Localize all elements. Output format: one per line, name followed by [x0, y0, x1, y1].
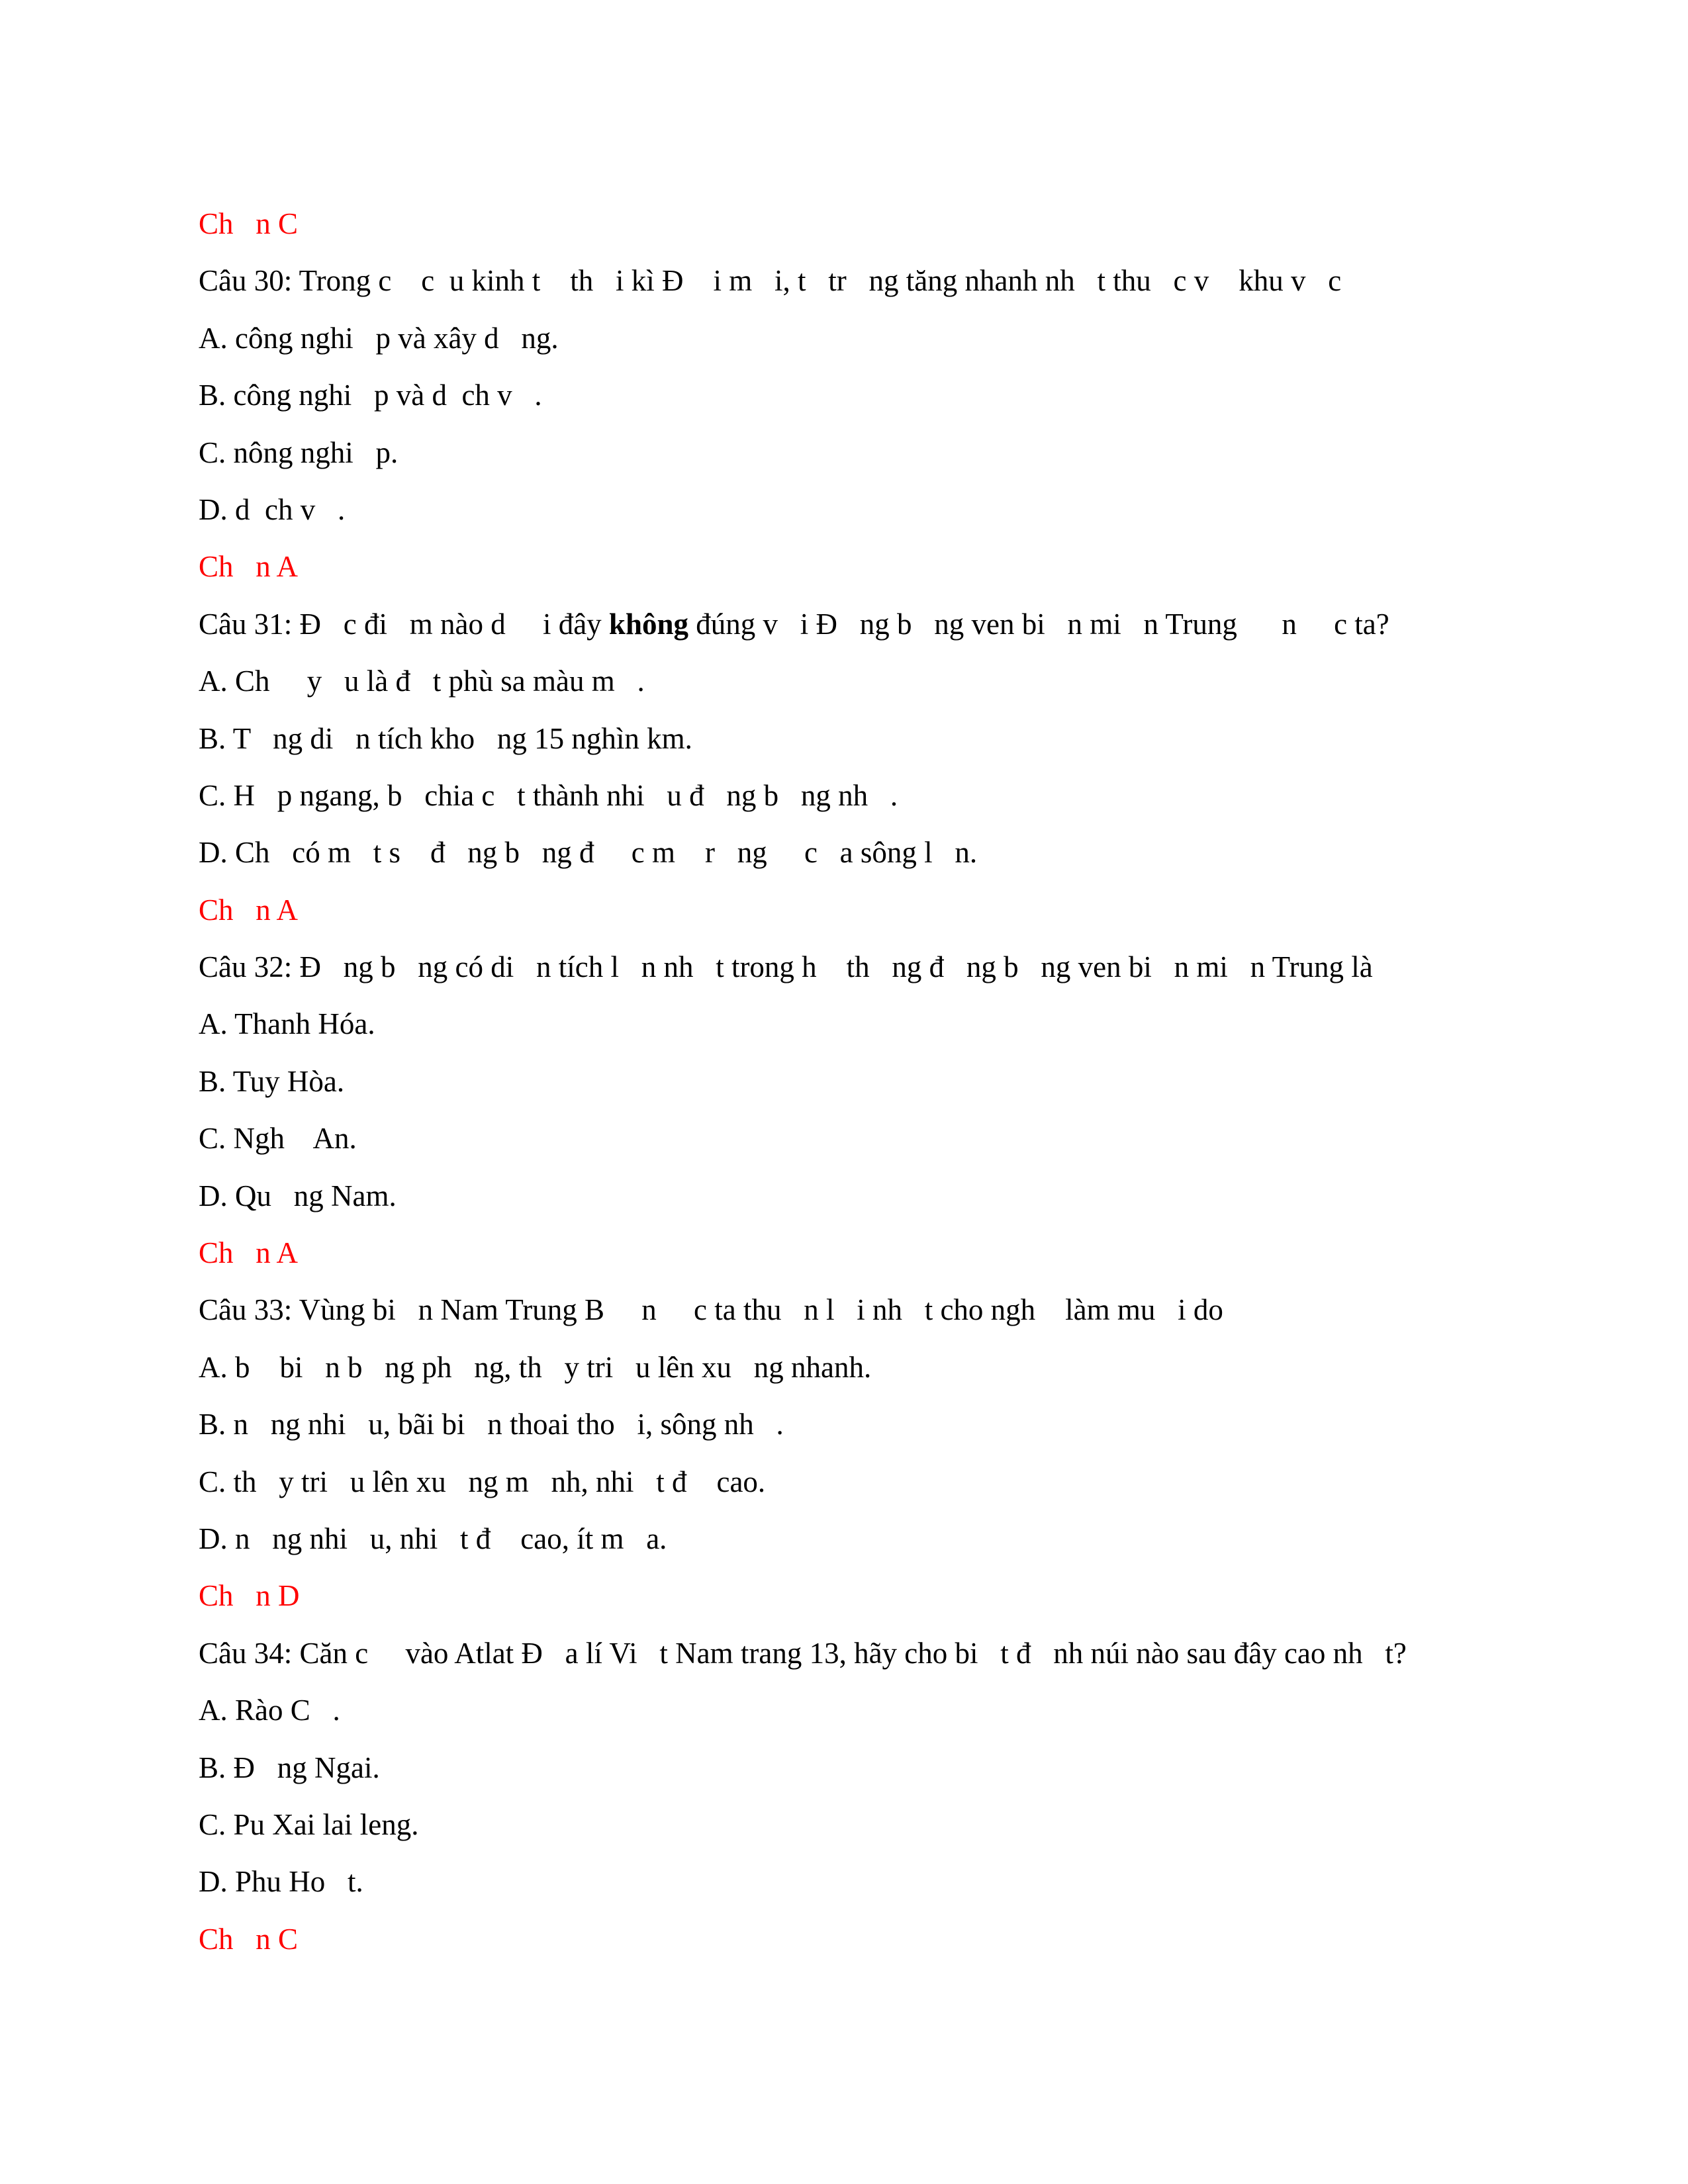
question-33-option-b: B. n ng nhi u, bãi bi n thoai tho i, sông nh . — [199, 1408, 784, 1441]
question-30-option-a: A. công nghi p và xây d ng. — [199, 321, 559, 355]
question-31-bold-word: không — [608, 607, 689, 641]
question-31-option-b: B. T ng di n tích kho ng 15 nghìn km. — [199, 721, 692, 755]
question-34-option-d: D. Phu Ho t. — [199, 1865, 363, 1899]
question-33: Câu 33: Vùng bi n Nam Trung B n c ta thu n l i nh t cho ngh làm mu i do — [199, 1293, 1223, 1327]
question-32-option-a: A. Thanh Hóa. — [199, 1007, 375, 1041]
question-32-answer: Ch n A — [199, 1236, 299, 1270]
question-31-answer: Ch n A — [199, 893, 299, 927]
question-32-option-d: D. Qu ng Nam. — [199, 1179, 397, 1212]
question-34: Câu 34: Căn c vào Atlat Đ a lí Vi t Nam trang 13, hãy cho bi t đ nh núi nào sau đây cao nh t? — [199, 1636, 1407, 1670]
question-30-option-c: C. nông nghi p. — [199, 435, 399, 469]
question-32-option-c: C. Ngh An. — [199, 1122, 357, 1156]
question-30-option-d: D. d ch v . — [199, 492, 346, 526]
answer-line-29: Ch n C — [199, 207, 299, 240]
question-31-option-d: D. Ch có m t s đ ng b ng đ c m r ng c a sông l n. — [199, 836, 978, 870]
question-32-option-b: B. Tuy Hòa. — [199, 1064, 345, 1098]
question-33-answer: Ch n D — [199, 1579, 300, 1613]
document-content — [199, 195, 1523, 1968]
question-31-option-a: A. Ch y u là đ t phù sa màu m . — [199, 664, 645, 698]
question-30-option-b: B. công nghi p và d ch v . — [199, 379, 542, 412]
question-30: Câu 30: Trong c c u kinh t th i kì Đ i m i, t tr ng tăng nhanh nh t thu c v khu v c — [199, 264, 1342, 298]
question-30-answer: Ch n A — [199, 550, 299, 584]
question-33-option-c: C. th y tri u lên xu ng m nh, nhi t đ cao. — [199, 1465, 766, 1498]
question-34-option-a: A. Rào C . — [199, 1694, 340, 1727]
question-33-option-a: A. b bi n b ng ph ng, th y tri u lên xu ng nhanh. — [199, 1350, 872, 1384]
question-31-text-before: Câu 31: Đ c đi m nào d i đây — [199, 607, 609, 641]
question-34-option-b: B. Đ ng Ngai. — [199, 1751, 380, 1784]
question-31 — [199, 596, 1523, 653]
question-33-option-d: D. n ng nhi u, nhi t đ cao, ít m a. — [199, 1522, 667, 1555]
question-34-answer: Ch n C — [199, 1922, 299, 1956]
question-31-option-c: C. H p ngang, b chia c t thành nhi u đ ng b ng nh . — [199, 778, 898, 812]
question-34-option-c: C. Pu Xai lai leng. — [199, 1807, 419, 1841]
question-31-text-after: đúng v i Đ ng b ng ven bi n mi n Trung n c ta? — [688, 607, 1389, 641]
question-32: Câu 32: Đ ng b ng có di n tích l n nh t trong h th ng đ ng b ng ven bi n mi n Trung là — [199, 950, 1373, 984]
